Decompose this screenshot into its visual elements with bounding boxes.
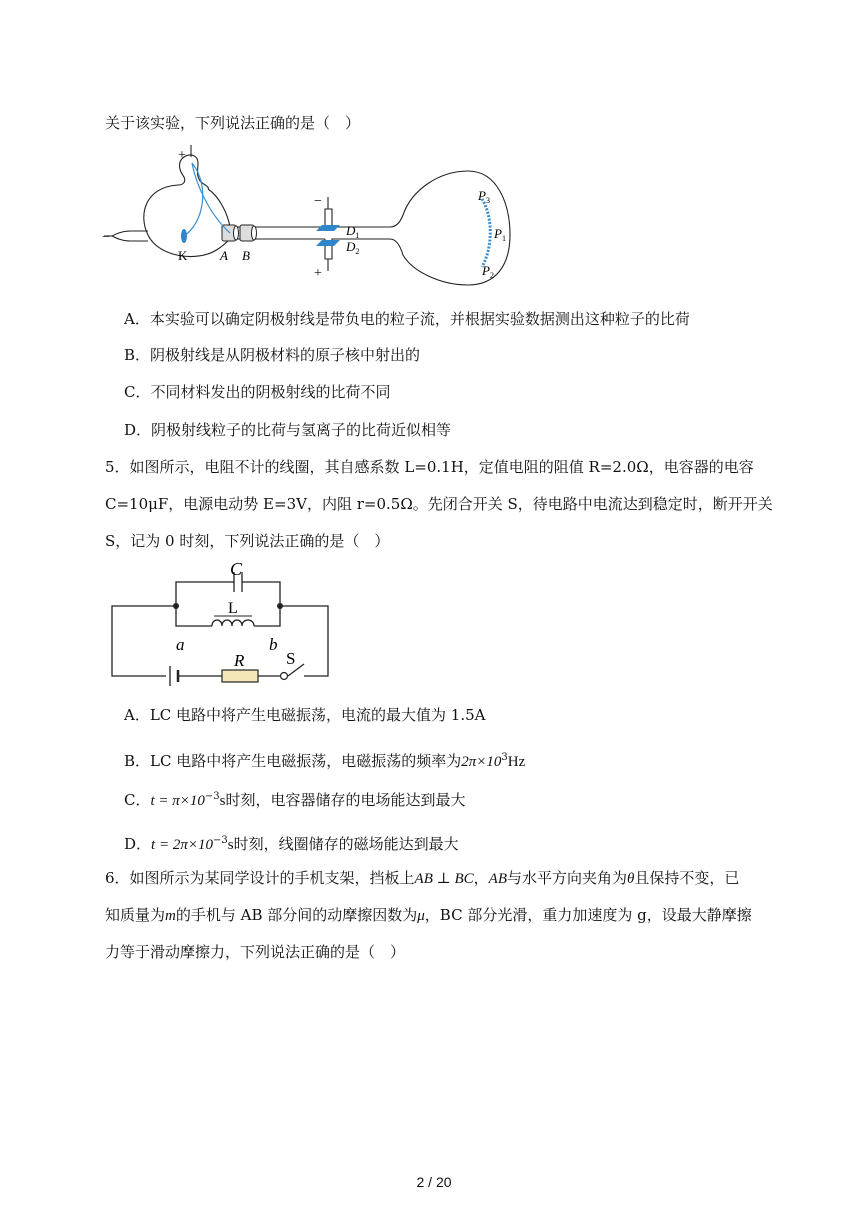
label-p2: $P_2$ bbox=[482, 263, 494, 280]
label-plus-plate: + bbox=[314, 266, 322, 281]
q4-stem: 关于该实验，下列说法正确的是（ ） bbox=[105, 114, 361, 132]
q5-option-a: A．LC 电路中将产生电磁振荡，电流的最大值为 1.5A bbox=[124, 706, 486, 724]
q4-option-d: D．阴极射线粒子的比荷与氢离子的比荷近似相等 bbox=[124, 421, 452, 439]
label-b: b bbox=[269, 635, 278, 654]
q4-option-a: A．本实验可以确定阴极射线是带负电的粒子流，并根据实验数据测出这种粒子的比荷 bbox=[124, 310, 690, 328]
label-anode-b: B bbox=[242, 248, 250, 263]
label-minus-plate: − bbox=[314, 194, 322, 209]
label-a: a bbox=[176, 635, 185, 654]
q4-option-c: C．不同材料发出的阴极射线的比荷不同 bbox=[124, 383, 391, 401]
q5-option-b: B．LC 电路中将产生电磁振荡，电磁振荡的频率为$2\pi\times 10^3Hz$ bbox=[124, 752, 526, 770]
page-number: 2 / 20 bbox=[416, 1174, 452, 1190]
cathode-ray-tube-figure bbox=[100, 145, 520, 285]
q4-option-b: B．阴极射线是从阴极材料的原子核中射出的 bbox=[124, 346, 421, 364]
label-anode-a: A bbox=[220, 248, 228, 263]
label-d2: $D_2$ bbox=[346, 239, 360, 256]
label-cathode-k: K bbox=[178, 248, 188, 263]
label-c: C bbox=[230, 559, 243, 579]
label-minus-left: − bbox=[102, 230, 110, 245]
label-r: R bbox=[234, 651, 245, 670]
label-p1: $P_1$ bbox=[494, 226, 506, 243]
label-d1: $D_1$ bbox=[346, 223, 360, 240]
q5-option-d: D．$t = 2\pi\times 10^{-3}s$时刻，线圈储存的磁场能达到最大 bbox=[124, 835, 459, 853]
q5-stem-line1: 5．如图所示，电阻不计的线圈，其自感系数 L=0.1H，定值电阻的阻值 R=2.0Ω，电容器的电容 bbox=[105, 458, 754, 476]
lc-circuit-figure bbox=[108, 558, 338, 693]
q5-option-c: C．$t = \pi\times 10^{-3}s$时刻，电容器储存的电场能达到最大 bbox=[124, 791, 466, 809]
label-l: L bbox=[228, 600, 238, 617]
q5-stem-line2: C=10μF，电源电动势 E=3V，内阻 r=0.5Ω。先闭合开关 S，待电路中电流达到稳定时，断开开关 bbox=[105, 495, 773, 513]
q6-stem-line1: 6．如图所示为某同学设计的手机支架，挡板上AB ⊥ BC，AB与水平方向夹角为θ且保持不变，已 bbox=[105, 869, 740, 887]
q5-stem-line3: S，记为 0 时刻，下列说法正确的是（ ） bbox=[105, 532, 390, 550]
label-p3: $P_3$ bbox=[478, 188, 490, 205]
label-plus-top: + bbox=[178, 148, 186, 163]
label-s: S bbox=[286, 649, 296, 668]
q6-stem-line3: 力等于滑动摩擦力，下列说法正确的是（ ） bbox=[105, 943, 406, 961]
q6-stem-line2: 知质量为m的手机与 AB 部分间的动摩擦因数为μ，BC 部分光滑，重力加速度为 g，设最大静摩擦 bbox=[105, 906, 752, 924]
